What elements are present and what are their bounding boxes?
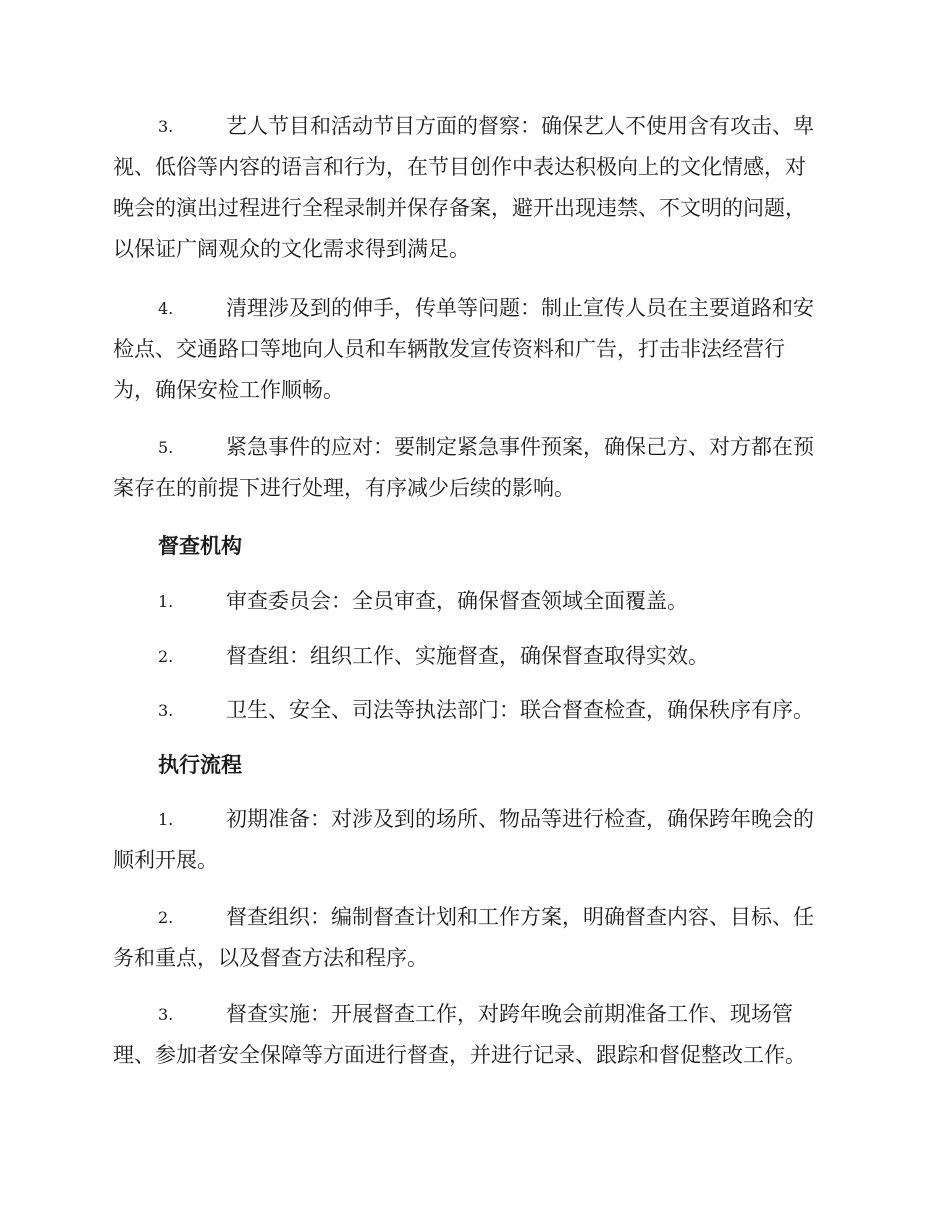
list-number: 5.: [158, 438, 174, 457]
list-item: [113, 106, 843, 270]
section-heading: 执行流程: [158, 753, 242, 777]
paragraph-line: 检点、交通路口等地向人员和车辆散发宣传资料和广告，打击非法经营行: [113, 337, 785, 361]
paragraph-line: 督查组织：编制督查计划和工作方案，明确督查内容、目标、任: [226, 905, 814, 929]
list-item: [113, 288, 843, 411]
paragraph-line: 以保证广阔观众的文化需求得到满足。: [113, 237, 470, 261]
list-item: [113, 897, 843, 979]
paragraph-line: 视、低俗等内容的语言和行为，在节目创作中表达积极向上的文化情感，对: [113, 155, 806, 179]
paragraph-line: 督查实施：开展督查工作，对跨年晚会前期准备工作、现场管: [226, 1002, 793, 1026]
paragraph-line: 理、参加者安全保障等方面进行督查，并进行记录、跟踪和督促整改工作。: [113, 1043, 806, 1067]
list-item: [113, 994, 843, 1076]
list-number: 2.: [158, 908, 174, 927]
paragraph-line: 晚会的演出过程进行全程录制并保存备案，避开出现违禁、不文明的问题，: [113, 196, 806, 220]
section-heading: 督查机构: [158, 534, 242, 558]
list-number: 3.: [158, 117, 174, 136]
list-number: 1.: [158, 592, 174, 611]
list-number: 3.: [158, 1005, 174, 1024]
paragraph-line: 务和重点，以及督查方法和程序。: [113, 946, 428, 970]
paragraph-line: 艺人节目和活动节目方面的督察：确保艺人不使用含有攻击、卑: [226, 114, 814, 138]
paragraph-line: 审查委员会：全员审查，确保督查领域全面覆盖。: [226, 589, 688, 613]
list-number: 1.: [158, 810, 174, 829]
paragraph-line: 初期准备：对涉及到的场所、物品等进行检查，确保跨年晚会的: [226, 807, 814, 831]
paragraph-line: 清理涉及到的伸手，传单等问题：制止宣传人员在主要道路和安: [226, 296, 814, 320]
list-item: [113, 690, 843, 731]
paragraph-line: 顺利开展。: [113, 848, 218, 872]
list-number: 4.: [158, 299, 174, 318]
paragraph-line: 案存在的前提下进行处理，有序减少后续的影响。: [113, 476, 575, 500]
list-item: [113, 799, 843, 881]
paragraph-line: 紧急事件的应对：要制定紧急事件预案，确保己方、对方都在预: [226, 435, 814, 459]
list-number: 2.: [158, 647, 174, 666]
list-item: [113, 427, 843, 509]
list-number: 3.: [158, 701, 174, 720]
list-item: [113, 581, 843, 622]
paragraph-line: 督查组：组织工作、实施督查，确保督查取得实效。: [226, 644, 709, 668]
list-item: [113, 636, 843, 677]
paragraph-line: 卫生、安全、司法等执法部门：联合督查检查，确保秩序有序。: [226, 698, 814, 722]
paragraph-line: 为，确保安检工作顺畅。: [113, 378, 344, 402]
